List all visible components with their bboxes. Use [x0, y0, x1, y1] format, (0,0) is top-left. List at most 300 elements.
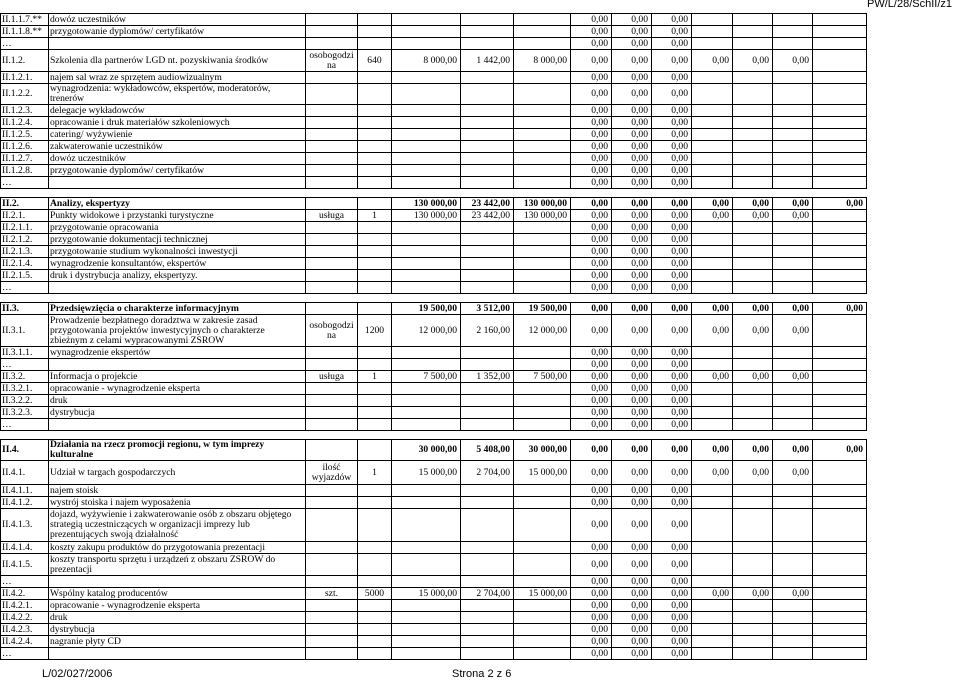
- row-cost-value: [461, 600, 514, 612]
- table-row: [1, 177, 867, 189]
- row-extra-value: [813, 461, 867, 485]
- table-row: [1, 210, 867, 222]
- row-cost-value: [514, 165, 571, 177]
- row-cost-value: [392, 648, 461, 660]
- row-cost-value: [461, 347, 514, 359]
- row-cost-value: 23 442,00: [461, 198, 514, 210]
- row-id: II.1.2.6.: [1, 141, 49, 153]
- row-extra-value: 0,00: [733, 303, 773, 315]
- row-id: II.3.1.: [1, 315, 49, 347]
- row-period-value: 0,00: [652, 26, 692, 38]
- row-extra-value: [733, 359, 773, 371]
- row-extra-value: [692, 246, 733, 258]
- row-cost-value: 130 000,00: [514, 210, 571, 222]
- row-period-value: 0,00: [612, 371, 652, 383]
- row-cost-value: [392, 497, 461, 509]
- table-row: [1, 542, 867, 554]
- row-cost-value: [461, 485, 514, 497]
- row-cost-value: [461, 497, 514, 509]
- row-period-value: 0,00: [652, 303, 692, 315]
- row-period-value: 0,00: [612, 636, 652, 648]
- row-extra-value: [773, 347, 813, 359]
- row-cost-value: [392, 407, 461, 419]
- row-period-value: 0,00: [612, 554, 652, 576]
- row-extra-value: [692, 84, 733, 105]
- row-id: II.2.1.4.: [1, 258, 49, 270]
- row-name: [49, 576, 306, 588]
- row-period-value: 0,00: [571, 576, 612, 588]
- row-name: wynagrodzenie ekspertów: [49, 347, 306, 359]
- row-extra-value: [692, 165, 733, 177]
- row-extra-value: [813, 14, 867, 26]
- row-quantity: [358, 636, 392, 648]
- row-extra-value: 0,00: [813, 303, 867, 315]
- table-row: [1, 258, 867, 270]
- row-extra-value: [813, 371, 867, 383]
- row-period-value: 0,00: [612, 359, 652, 371]
- row-extra-value: 0,00: [773, 303, 813, 315]
- row-cost-value: 23 442,00: [461, 210, 514, 222]
- row-name: Analizy, ekspertyzy: [49, 198, 306, 210]
- row-quantity: [358, 165, 392, 177]
- row-quantity: 1: [358, 461, 392, 485]
- row-extra-value: [692, 509, 733, 542]
- row-unit: [306, 576, 358, 588]
- row-period-value: 0,00: [612, 50, 652, 72]
- row-extra-value: [692, 347, 733, 359]
- row-cost-value: [461, 407, 514, 419]
- row-quantity: [358, 234, 392, 246]
- budget-table: [0, 13, 867, 660]
- row-cost-value: [514, 542, 571, 554]
- row-cost-value: 15 000,00: [392, 588, 461, 600]
- row-cost-value: [514, 84, 571, 105]
- row-cost-value: 7 500,00: [514, 371, 571, 383]
- row-period-value: 0,00: [612, 600, 652, 612]
- row-period-value: 0,00: [612, 440, 652, 461]
- table-row: [1, 141, 867, 153]
- row-name: opracowanie i druk materiałów szkoleniowych: [49, 117, 306, 129]
- row-extra-value: [692, 177, 733, 189]
- row-extra-value: 0,00: [692, 198, 733, 210]
- row-period-value: 0,00: [571, 497, 612, 509]
- row-cost-value: [461, 38, 514, 50]
- row-period-value: 0,00: [612, 588, 652, 600]
- row-period-value: 0,00: [652, 105, 692, 117]
- row-extra-value: [813, 542, 867, 554]
- row-extra-value: [773, 165, 813, 177]
- row-cost-value: [514, 497, 571, 509]
- row-cost-value: [514, 141, 571, 153]
- row-period-value: 0,00: [652, 383, 692, 395]
- table-row: [1, 129, 867, 141]
- row-quantity: [358, 648, 392, 660]
- row-period-value: 0,00: [612, 258, 652, 270]
- row-period-value: 0,00: [652, 440, 692, 461]
- table-row: [1, 648, 867, 660]
- row-extra-value: [692, 26, 733, 38]
- row-unit: usługa: [306, 371, 358, 383]
- row-cost-value: [392, 129, 461, 141]
- row-cost-value: 15 000,00: [392, 461, 461, 485]
- row-extra-value: [692, 222, 733, 234]
- row-extra-value: [813, 383, 867, 395]
- row-unit: [306, 624, 358, 636]
- row-period-value: 0,00: [571, 105, 612, 117]
- row-id: II.1.2.7.: [1, 153, 49, 165]
- row-period-value: 0,00: [612, 38, 652, 50]
- table-row: [1, 303, 867, 315]
- row-id: II.4.1.2.: [1, 497, 49, 509]
- row-period-value: 0,00: [652, 117, 692, 129]
- row-cost-value: [461, 165, 514, 177]
- row-extra-value: [773, 576, 813, 588]
- row-quantity: [358, 153, 392, 165]
- row-extra-value: [813, 84, 867, 105]
- row-cost-value: 130 000,00: [392, 198, 461, 210]
- row-name: Szkolenia dla partnerów LGD nt. pozyskiwania środków: [49, 50, 306, 72]
- row-extra-value: [733, 576, 773, 588]
- row-period-value: 0,00: [571, 440, 612, 461]
- row-cost-value: [392, 26, 461, 38]
- row-cost-value: [392, 84, 461, 105]
- row-name: Informacja o projekcie: [49, 371, 306, 383]
- row-extra-value: [813, 347, 867, 359]
- row-extra-value: 0,00: [692, 210, 733, 222]
- row-quantity: [358, 129, 392, 141]
- row-extra-value: [692, 636, 733, 648]
- row-quantity: [358, 198, 392, 210]
- row-period-value: 0,00: [652, 359, 692, 371]
- row-unit: [306, 648, 358, 660]
- row-cost-value: [392, 600, 461, 612]
- row-period-value: 0,00: [652, 38, 692, 50]
- row-period-value: 0,00: [652, 347, 692, 359]
- row-period-value: 0,00: [571, 407, 612, 419]
- row-unit: [306, 554, 358, 576]
- row-extra-value: [773, 117, 813, 129]
- row-id: II.2.1.2.: [1, 234, 49, 246]
- row-extra-value: 0,00: [733, 315, 773, 347]
- footer-date: L/02/027/2006: [42, 668, 113, 680]
- table-row: [1, 600, 867, 612]
- row-quantity: [358, 270, 392, 282]
- row-extra-value: [692, 72, 733, 84]
- row-extra-value: [773, 177, 813, 189]
- table-row: [1, 246, 867, 258]
- row-name: przygotowanie dokumentacji technicznej: [49, 234, 306, 246]
- row-extra-value: [692, 648, 733, 660]
- row-quantity: [358, 258, 392, 270]
- row-extra-value: 0,00: [813, 198, 867, 210]
- row-extra-value: [733, 38, 773, 50]
- row-extra-value: [813, 234, 867, 246]
- row-unit: [306, 153, 358, 165]
- row-cost-value: [514, 347, 571, 359]
- row-period-value: 0,00: [612, 648, 652, 660]
- row-extra-value: 0,00: [773, 50, 813, 72]
- row-extra-value: [733, 407, 773, 419]
- row-extra-value: [813, 258, 867, 270]
- row-quantity: [358, 554, 392, 576]
- row-period-value: 0,00: [612, 624, 652, 636]
- row-cost-value: [392, 542, 461, 554]
- row-cost-value: [461, 282, 514, 294]
- table-row: [1, 371, 867, 383]
- row-quantity: [358, 26, 392, 38]
- row-id: II.4.1.4.: [1, 542, 49, 554]
- table-row: [1, 315, 867, 347]
- row-extra-value: [692, 258, 733, 270]
- row-extra-value: [773, 84, 813, 105]
- row-name: przygotowanie dyplomów/ certyfikatów: [49, 26, 306, 38]
- row-extra-value: [773, 419, 813, 431]
- row-extra-value: [692, 542, 733, 554]
- row-name: koszty transportu sprzętu i urządzeń z obszaru ZSROW do prezentacji: [49, 554, 306, 576]
- row-extra-value: [773, 26, 813, 38]
- row-extra-value: [773, 222, 813, 234]
- row-id: II.2.1.5.: [1, 270, 49, 282]
- row-period-value: 0,00: [571, 234, 612, 246]
- row-name: delegacje wykładowców: [49, 105, 306, 117]
- row-period-value: 0,00: [612, 222, 652, 234]
- row-period-value: 0,00: [612, 165, 652, 177]
- row-extra-value: [813, 105, 867, 117]
- row-extra-value: [773, 648, 813, 660]
- row-cost-value: 19 500,00: [514, 303, 571, 315]
- table-row: [1, 636, 867, 648]
- row-name: Udział w targach gospodarczych: [49, 461, 306, 485]
- row-cost-value: [392, 117, 461, 129]
- row-extra-value: 0,00: [692, 315, 733, 347]
- row-quantity: [358, 117, 392, 129]
- row-extra-value: [692, 282, 733, 294]
- row-period-value: 0,00: [571, 282, 612, 294]
- row-cost-value: [392, 72, 461, 84]
- row-name: najem sal wraz ze sprzętem audiowizualnym: [49, 72, 306, 84]
- row-period-value: 0,00: [571, 624, 612, 636]
- row-period-value: 0,00: [571, 395, 612, 407]
- row-unit: [306, 542, 358, 554]
- row-quantity: [358, 509, 392, 542]
- table-row: [1, 282, 867, 294]
- row-period-value: 0,00: [652, 554, 692, 576]
- row-unit: [306, 234, 358, 246]
- row-extra-value: [733, 383, 773, 395]
- row-cost-value: [514, 383, 571, 395]
- row-name: [49, 282, 306, 294]
- row-id: II.4.2.4.: [1, 636, 49, 648]
- row-extra-value: [733, 177, 773, 189]
- row-extra-value: [813, 141, 867, 153]
- row-extra-value: [773, 542, 813, 554]
- row-cost-value: [461, 554, 514, 576]
- row-period-value: 0,00: [652, 177, 692, 189]
- row-period-value: 0,00: [652, 497, 692, 509]
- row-extra-value: [813, 72, 867, 84]
- row-id: II.4.2.: [1, 588, 49, 600]
- row-period-value: 0,00: [571, 419, 612, 431]
- row-id: II.4.2.3.: [1, 624, 49, 636]
- row-cost-value: 2 704,00: [461, 461, 514, 485]
- row-period-value: 0,00: [571, 38, 612, 50]
- row-unit: [306, 303, 358, 315]
- row-extra-value: [773, 359, 813, 371]
- row-extra-value: [733, 648, 773, 660]
- row-period-value: 0,00: [612, 153, 652, 165]
- row-period-value: 0,00: [571, 117, 612, 129]
- row-extra-value: [733, 636, 773, 648]
- row-period-value: 0,00: [571, 636, 612, 648]
- table-row: [1, 153, 867, 165]
- row-period-value: 0,00: [571, 383, 612, 395]
- row-extra-value: [733, 26, 773, 38]
- row-extra-value: [773, 509, 813, 542]
- row-cost-value: [392, 165, 461, 177]
- table-row: [1, 612, 867, 624]
- row-name: Punkty widokowe i przystanki turystyczne: [49, 210, 306, 222]
- row-period-value: 0,00: [652, 129, 692, 141]
- row-extra-value: [692, 600, 733, 612]
- row-unit: [306, 129, 358, 141]
- row-cost-value: 7 500,00: [392, 371, 461, 383]
- row-period-value: 0,00: [612, 129, 652, 141]
- row-cost-value: [392, 258, 461, 270]
- row-period-value: 0,00: [652, 210, 692, 222]
- row-cost-value: [514, 648, 571, 660]
- row-cost-value: [392, 485, 461, 497]
- row-extra-value: [692, 141, 733, 153]
- row-extra-value: [692, 485, 733, 497]
- row-name: [49, 359, 306, 371]
- row-extra-value: [773, 270, 813, 282]
- row-cost-value: [514, 117, 571, 129]
- row-cost-value: [461, 542, 514, 554]
- row-extra-value: [733, 485, 773, 497]
- row-period-value: 0,00: [652, 612, 692, 624]
- row-extra-value: [813, 282, 867, 294]
- row-period-value: 0,00: [571, 165, 612, 177]
- row-cost-value: [461, 612, 514, 624]
- row-period-value: 0,00: [652, 419, 692, 431]
- row-name: zakwaterowanie uczestników: [49, 141, 306, 153]
- row-cost-value: [514, 222, 571, 234]
- row-cost-value: [392, 624, 461, 636]
- row-extra-value: [773, 14, 813, 26]
- row-quantity: 1: [358, 371, 392, 383]
- row-unit: [306, 222, 358, 234]
- row-extra-value: [733, 165, 773, 177]
- row-unit: osobogodzi na: [306, 50, 358, 72]
- row-id: II.1.2.: [1, 50, 49, 72]
- row-period-value: 0,00: [571, 359, 612, 371]
- row-quantity: [358, 440, 392, 461]
- table-row: [1, 72, 867, 84]
- row-cost-value: [461, 624, 514, 636]
- row-cost-value: [514, 129, 571, 141]
- row-quantity: [358, 105, 392, 117]
- row-period-value: 0,00: [612, 234, 652, 246]
- row-extra-value: [813, 485, 867, 497]
- row-cost-value: [392, 347, 461, 359]
- row-period-value: 0,00: [612, 461, 652, 485]
- row-cost-value: [514, 270, 571, 282]
- row-period-value: 0,00: [612, 141, 652, 153]
- row-period-value: 0,00: [612, 542, 652, 554]
- row-quantity: 5000: [358, 588, 392, 600]
- row-quantity: 1200: [358, 315, 392, 347]
- row-extra-value: [813, 246, 867, 258]
- row-unit: usługa: [306, 210, 358, 222]
- row-extra-value: [692, 383, 733, 395]
- row-unit: [306, 270, 358, 282]
- row-cost-value: [392, 105, 461, 117]
- row-period-value: 0,00: [652, 315, 692, 347]
- row-cost-value: [514, 38, 571, 50]
- row-extra-value: [773, 234, 813, 246]
- row-period-value: 0,00: [571, 612, 612, 624]
- row-id: II.1.1.7.**: [1, 14, 49, 26]
- row-extra-value: [813, 636, 867, 648]
- row-extra-value: 0,00: [733, 588, 773, 600]
- row-extra-value: [733, 419, 773, 431]
- row-cost-value: [461, 270, 514, 282]
- table-row: [1, 198, 867, 210]
- row-cost-value: 2 704,00: [461, 588, 514, 600]
- row-extra-value: [813, 395, 867, 407]
- row-extra-value: [692, 129, 733, 141]
- row-cost-value: [461, 129, 514, 141]
- row-extra-value: [733, 84, 773, 105]
- row-extra-value: [773, 153, 813, 165]
- row-period-value: 0,00: [571, 588, 612, 600]
- row-id: II.3.2.1.: [1, 383, 49, 395]
- row-name: Wspólny katalog producentów: [49, 588, 306, 600]
- row-period-value: 0,00: [652, 395, 692, 407]
- row-extra-value: [733, 347, 773, 359]
- row-extra-value: [813, 509, 867, 542]
- row-cost-value: [392, 153, 461, 165]
- row-cost-value: [514, 612, 571, 624]
- row-period-value: 0,00: [571, 371, 612, 383]
- row-unit: [306, 407, 358, 419]
- row-name: [49, 177, 306, 189]
- row-id: II.1.2.8.: [1, 165, 49, 177]
- row-extra-value: [773, 497, 813, 509]
- table-row: [1, 588, 867, 600]
- row-cost-value: [514, 177, 571, 189]
- row-period-value: 0,00: [652, 50, 692, 72]
- row-period-value: 0,00: [571, 14, 612, 26]
- row-extra-value: [813, 26, 867, 38]
- row-extra-value: [773, 129, 813, 141]
- row-cost-value: [392, 282, 461, 294]
- row-cost-value: [392, 14, 461, 26]
- row-cost-value: 15 000,00: [514, 461, 571, 485]
- table-row: [1, 347, 867, 359]
- row-period-value: 0,00: [612, 509, 652, 542]
- row-name: [49, 648, 306, 660]
- row-period-value: 0,00: [612, 117, 652, 129]
- row-extra-value: [773, 383, 813, 395]
- row-cost-value: [461, 258, 514, 270]
- row-extra-value: [733, 246, 773, 258]
- row-cost-value: [461, 105, 514, 117]
- row-cost-value: [461, 383, 514, 395]
- row-quantity: 640: [358, 50, 392, 72]
- row-period-value: 0,00: [571, 648, 612, 660]
- row-cost-value: [514, 258, 571, 270]
